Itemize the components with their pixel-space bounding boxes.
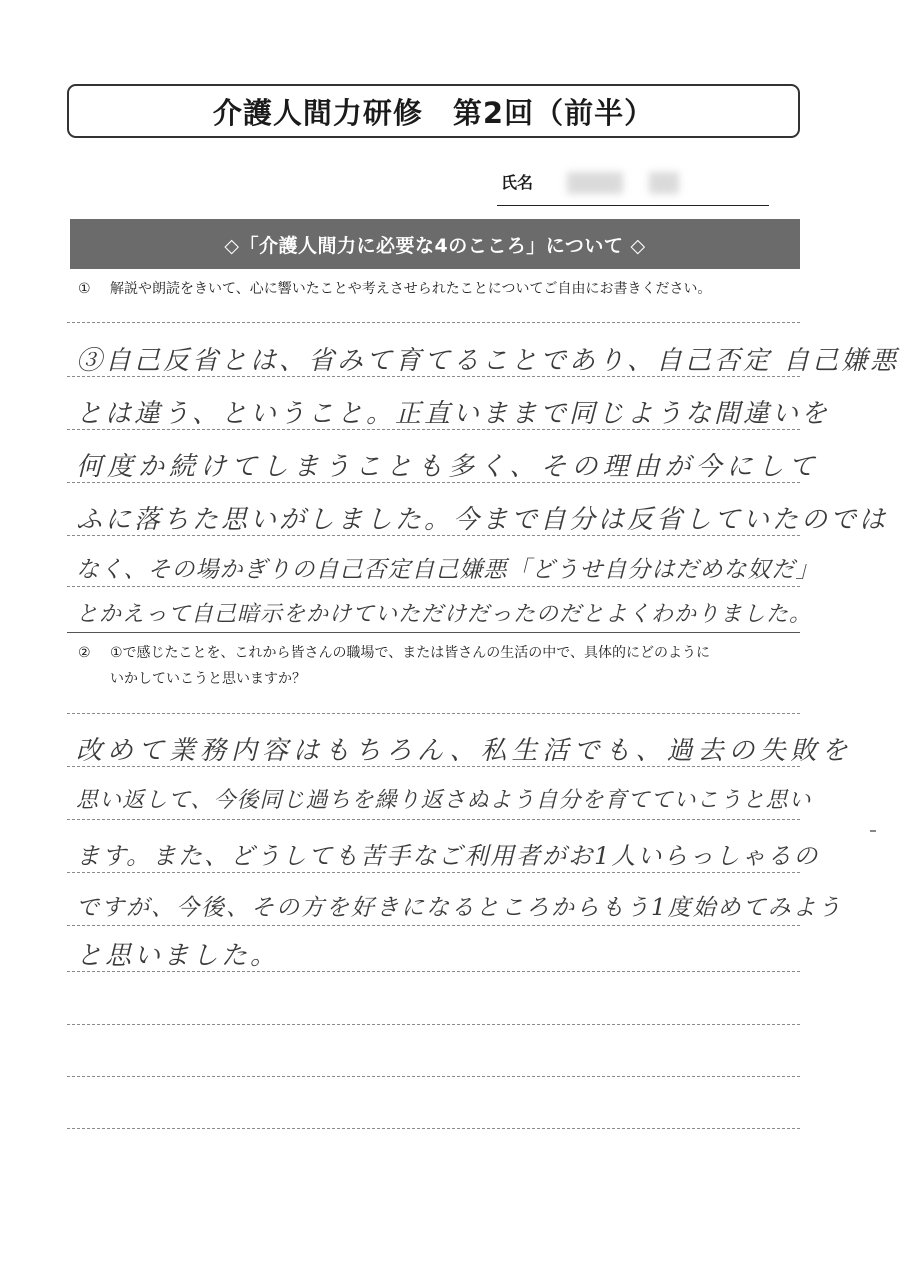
answer-rule: [67, 376, 800, 377]
answer-rule: [67, 1128, 800, 1129]
page-title: 介護人間力研修 第2回（前半）: [212, 95, 655, 130]
answer-1-line: 何度か続けてしまうことも多く、その理由が今にして: [76, 452, 820, 482]
answer-rule: [67, 586, 800, 587]
question-1-text: 解説や朗読をきいて、心に響いたことや考えさせられたことについてご自由にお書きください。: [110, 281, 712, 297]
answer-rule: [67, 925, 800, 926]
answer-2-line: ですが、今後、その方を好きになるところからもう1度始めてみよう: [76, 895, 843, 921]
name-field: [497, 168, 769, 206]
answer-rule: [67, 819, 800, 820]
answer-rule: [67, 322, 800, 323]
scan-mark: [870, 830, 876, 832]
name-label: 氏名: [501, 173, 534, 192]
answer-1-line: とかえって自己暗示をかけていただけだったのだとよくわかりました。: [76, 602, 813, 627]
answer-rule: [67, 429, 800, 430]
section-heading: ◇「介護人間力に必要な4のこころ」について ◇: [224, 234, 646, 257]
answer-2-line: 改めて業務内容はもちろん、私生活でも、過去の失敗を: [76, 736, 853, 766]
title-box: [67, 84, 800, 138]
name-underline: [497, 205, 769, 206]
answer-1-line: ふに落ちた思いがしました。今まで自分は反省していたのでは: [76, 505, 889, 535]
question-2: [78, 640, 710, 692]
section-divider: [67, 632, 800, 633]
question-2-number: ②: [78, 645, 91, 661]
answer-rule: [67, 766, 800, 767]
answer-rule: [67, 1024, 800, 1025]
answer-1-line: ③自己反省とは、省みて育てることであり、自己否定 自己嫌悪: [76, 346, 900, 376]
question-2-text-line-1: ①で感じたことを、これから皆さんの職場で、または皆さんの生活の中で、具体的にどのように: [110, 645, 710, 661]
answer-2-line: 思い返して、今後同じ過ちを繰り返さぬよう自分を育てていこうと思い: [76, 788, 812, 813]
answer-1-line: とは違う、ということ。正直いままで同じような間違いを: [76, 399, 831, 429]
answer-rule: [67, 535, 800, 536]
question-1: [78, 276, 711, 302]
answer-rule: [67, 713, 800, 714]
answer-rule: [67, 1076, 800, 1077]
answer-1-line: なく、その場かぎりの自己否定自己嫌悪「どうせ自分はだめな奴だ」: [76, 557, 820, 583]
question-2-text-line-2: いかしていこうと思いますか？: [110, 671, 306, 687]
redacted-name-block: [649, 172, 679, 194]
answer-rule: [67, 482, 800, 483]
answer-rule: [67, 971, 800, 972]
section-heading-bar: [70, 219, 800, 269]
answer-2-line: ます。また、どうしても苦手なご利用者がお1人いらっしゃるの: [76, 842, 820, 870]
redacted-name-block: [567, 172, 623, 194]
question-1-number: ①: [78, 281, 91, 297]
answer-2-line: と思いました。: [76, 941, 280, 971]
answer-rule: [67, 872, 800, 873]
